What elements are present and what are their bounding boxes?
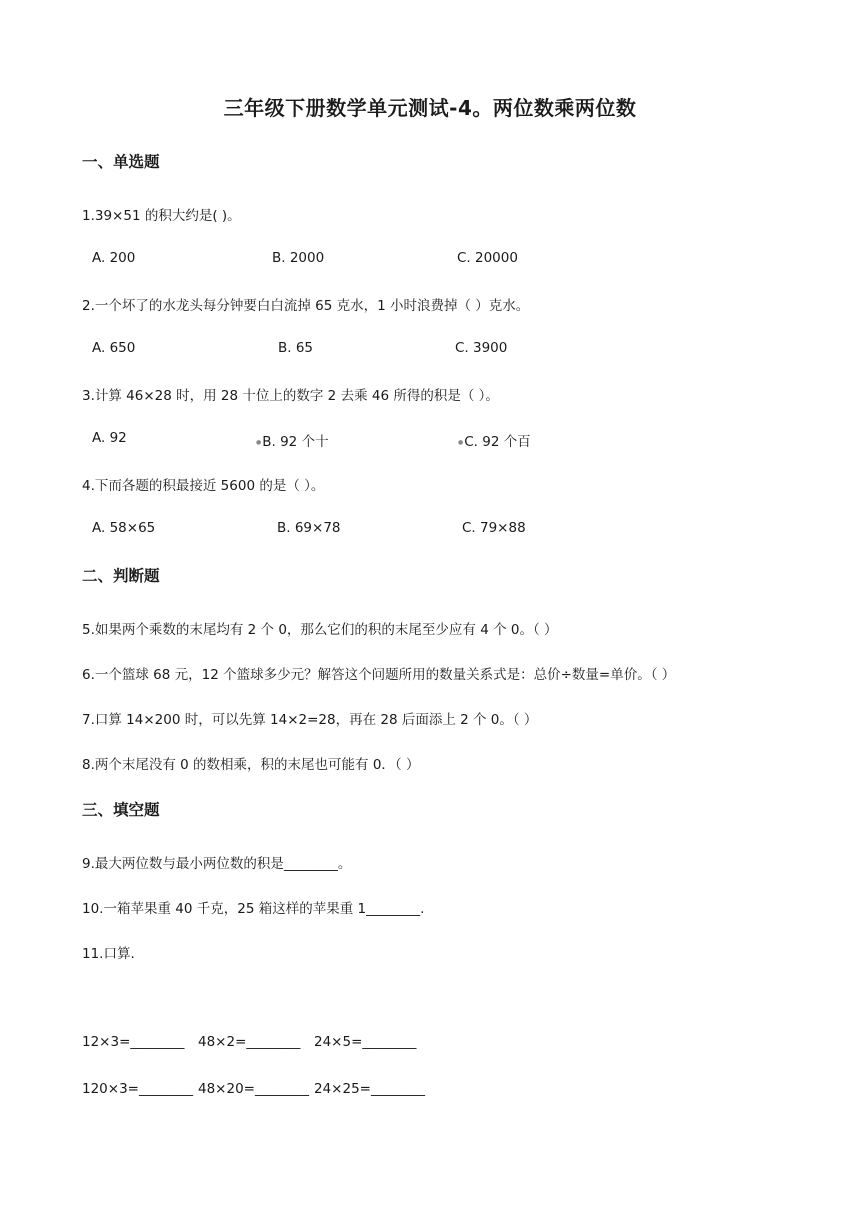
q3-option-b [256, 430, 329, 450]
q3-option-c [458, 430, 531, 450]
page-title: 三年级下册数学单元测试-4。两位数乘两位数 [223, 96, 637, 120]
calc-item: 24×5=________ [314, 1034, 417, 1050]
bullet-dot-icon: ● [458, 438, 464, 446]
calc-item: 48×20=________ [198, 1081, 309, 1097]
question-8: 8.两个末尾没有 0 的数相乘，积的末尾也可能有 0．（ ） [82, 757, 420, 773]
q2-option-c: C. 3900 [455, 340, 508, 356]
question-6: 6.一个篮球 68 元，12 个篮球多少元？解答这个问题所用的数量关系式是：总价÷数量=单价。（ ） [82, 667, 676, 683]
question-1: 1.39×51 的积大约是( )。 [82, 208, 241, 224]
question-10: 10.一箱苹果重 40 千克，25 箱这样的苹果重 1________. [82, 901, 425, 917]
question-2: 2.一个坏了的水龙头每分钟要白白流掉 65 克水，1 小时浪费掉（ ）克水。 [82, 298, 530, 314]
section-heading-single-choice: 一、单选题 [82, 153, 160, 171]
q4-option-a: A. 58×65 [92, 520, 156, 536]
q2-option-a: A. 650 [92, 340, 136, 356]
calc-item: 48×2=________ [198, 1034, 301, 1050]
calc-item: 12×3=________ [82, 1034, 185, 1050]
question-9: 9.最大两位数与最小两位数的积是________。 [82, 856, 352, 872]
calc-item: 120×3=________ [82, 1081, 193, 1097]
q3-option-c-label: C. 92 个百 [464, 434, 531, 450]
q1-option-b: B. 2000 [272, 250, 325, 266]
q1-option-c: C. 20000 [457, 250, 518, 266]
question-4: 4.下而各题的积最接近 5600 的是（ ）。 [82, 478, 325, 494]
section-heading-fill-blank: 三、填空题 [82, 801, 160, 819]
calc-item: 24×25=________ [314, 1081, 425, 1097]
section-heading-true-false: 二、判断题 [82, 567, 160, 585]
question-7: 7.口算 14×200 时，可以先算 14×2=28，再在 28 后面添上 2 个 0。（ ） [82, 712, 538, 728]
question-5: 5.如果两个乘数的末尾均有 2 个 0，那么它们的积的末尾至少应有 4 个 0。（ ） [82, 622, 558, 638]
q4-option-b: B. 69×78 [277, 520, 341, 536]
q2-option-b: B. 65 [278, 340, 314, 356]
question-11: 11.口算. [82, 946, 135, 962]
q3-option-b-label: B. 92 个十 [262, 434, 329, 450]
bullet-dot-icon: ● [256, 438, 262, 446]
q1-option-a: A. 200 [92, 250, 136, 266]
q4-option-c: C. 79×88 [462, 520, 526, 536]
q3-option-a: A. 92 [92, 430, 127, 446]
question-3: 3.计算 46×28 时，用 28 十位上的数字 2 去乘 46 所得的积是（ ）。 [82, 388, 499, 404]
